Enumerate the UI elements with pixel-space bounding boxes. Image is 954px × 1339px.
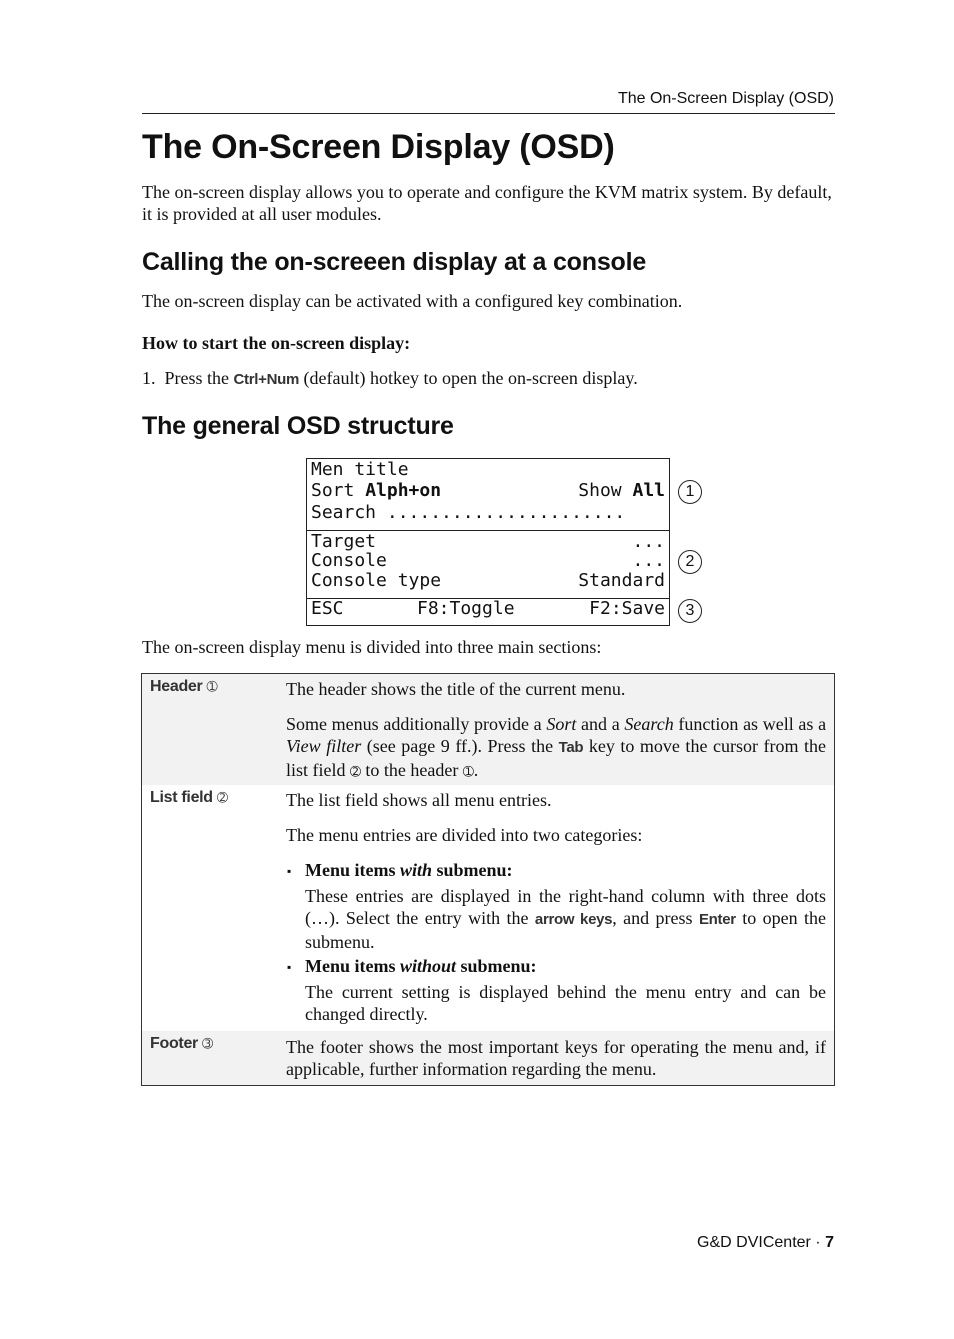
osd-caption: The on-screen display menu is divided into three main sections:	[142, 637, 602, 657]
osd-sort-label: Sort	[311, 480, 355, 501]
circled-2-icon: ➁	[216, 791, 228, 806]
osd-footer-row	[311, 598, 665, 619]
intro-paragraph: The on-screen display allows you to operate and configure the KVM matrix system. By default, it is provided at all user modules.	[142, 182, 832, 224]
step-1	[142, 367, 835, 391]
step-number: 1.	[142, 368, 156, 388]
osd-list-value: Standard	[578, 570, 665, 591]
osd-footer-save: F2:Save	[589, 598, 665, 619]
table-row-header	[142, 674, 834, 785]
footer-product: G&D DVICenter ·	[697, 1234, 821, 1251]
text: The current setting is displayed behind the menu entry and can be changed directly.	[305, 982, 826, 1024]
running-header: The On-Screen Display (OSD)	[617, 90, 834, 107]
key-enter: Enter	[698, 911, 736, 928]
osd-list-value: ...	[632, 550, 665, 571]
text: Menu items	[305, 860, 396, 880]
list-desc-p2: The menu entries are divided into two categories:	[286, 825, 643, 845]
circled-3-icon: ➂	[202, 1037, 213, 1052]
text: to open the submenu.	[305, 908, 827, 952]
text: key to move the cursor from the list field	[286, 736, 827, 780]
header-description	[286, 678, 826, 784]
text: Menu items	[305, 956, 396, 976]
bullet-with-submenu-title	[305, 859, 826, 881]
page-footer	[697, 1234, 834, 1252]
term-list-field	[150, 789, 228, 807]
term-label: Header	[150, 678, 203, 695]
bullet-icon: ▪	[287, 864, 292, 878]
bullet-icon: ▪	[287, 960, 292, 974]
em-view-filter: View filter	[286, 736, 362, 756]
footer-description	[286, 1036, 826, 1080]
key-tab: Tab	[558, 739, 584, 756]
step-text-post: (default) hotkey to open the on-screen display.	[303, 368, 638, 388]
text: submenu:	[460, 956, 537, 976]
section-heading-structure: The general OSD structure	[142, 412, 454, 440]
osd-show-value: All	[632, 480, 665, 501]
osd-search-row: Search ......................	[311, 502, 626, 523]
bullet-without-submenu-title	[305, 955, 826, 977]
howto-title: How to start the on-screen display:	[142, 333, 411, 353]
sections-table	[141, 673, 835, 1086]
key-arrow-keys: arrow keys	[534, 911, 613, 928]
em-with: with	[399, 860, 433, 880]
term-footer	[150, 1035, 213, 1053]
osd-sort-row	[311, 480, 665, 501]
text: These entries are displayed in the right-hand column with three dots (…). Select the entry with the	[305, 886, 826, 928]
text: , and press	[612, 908, 693, 928]
term-header	[150, 678, 217, 696]
page-title: The On-Screen Display (OSD)	[142, 128, 615, 166]
list-desc-p1: The list field shows all menu entries.	[286, 790, 552, 810]
osd-sort-value: Alph+on	[365, 480, 442, 501]
osd-list-row	[311, 570, 665, 591]
marker-1-icon: 1	[678, 480, 702, 504]
text: Some menus additionally provide a	[286, 714, 542, 734]
bullet-without-submenu-text	[305, 981, 826, 1025]
marker-3-icon: 3	[678, 599, 702, 623]
text: function as well as a	[678, 714, 827, 734]
osd-menu-title: Men title	[311, 459, 409, 480]
term-label: List field	[150, 789, 213, 806]
circled-1-icon: ➀	[206, 680, 218, 695]
osd-list-row	[311, 550, 665, 571]
osd-footer-toggle: F8:Toggle	[417, 598, 515, 619]
osd-list-value: ...	[632, 531, 665, 552]
text: to the header	[365, 760, 459, 780]
osd-list-label: Console type	[311, 570, 442, 591]
footer-desc-p1: The footer shows the most important keys for operating the menu and, if applicable, further information regarding the menu.	[286, 1037, 826, 1079]
marker-2-icon: 2	[678, 550, 702, 574]
header-desc-p2	[286, 713, 826, 784]
em-sort: Sort	[546, 714, 577, 734]
section-calling-text: The on-screen display can be activated with a configured key combination.	[142, 291, 683, 311]
osd-list-label: Console	[311, 550, 387, 571]
em-without: without	[399, 956, 457, 976]
header-rule	[142, 113, 835, 114]
step-text-pre: Press the	[164, 368, 229, 388]
circled-2-icon: ➁	[350, 765, 361, 780]
text: and a	[581, 714, 620, 734]
osd-list-row	[311, 531, 665, 552]
circled-1-icon: ➀	[462, 765, 474, 780]
osd-list-label: Target	[311, 531, 377, 552]
osd-show-label: Show	[578, 480, 622, 501]
osd-diagram	[306, 458, 670, 626]
text: submenu:	[436, 860, 513, 880]
page-number: 7	[825, 1234, 834, 1251]
osd-footer-esc: ESC	[311, 598, 344, 619]
table-row-list	[142, 785, 834, 1031]
section-heading-calling: Calling the on-screeen display at a console	[142, 248, 647, 276]
bullet-with-submenu-text	[305, 885, 826, 953]
table-row-footer	[142, 1031, 834, 1085]
header-desc-p1: The header shows the title of the current menu.	[286, 679, 626, 699]
term-label: Footer	[150, 1035, 198, 1052]
hotkey-ctrl-num: Ctrl+Num	[233, 371, 300, 388]
text: .	[473, 760, 479, 780]
em-search: Search	[624, 714, 674, 734]
text: (see page 9 ff.). Press the	[366, 736, 554, 756]
